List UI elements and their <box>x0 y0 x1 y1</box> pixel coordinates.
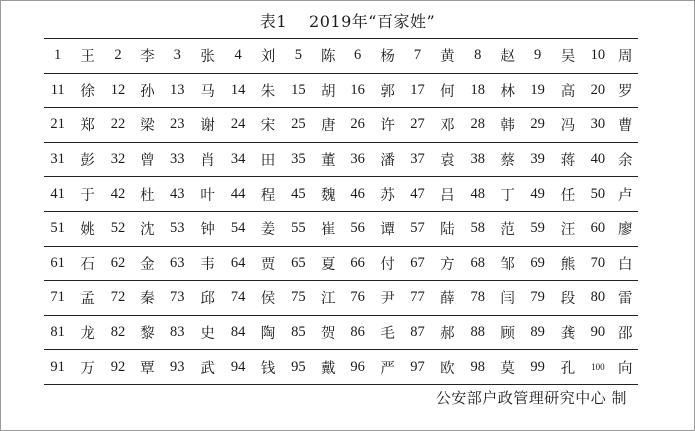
surname-cell: 雷 <box>613 281 638 316</box>
rank-number: 95 <box>283 350 313 385</box>
surname-cell: 姚 <box>71 211 103 246</box>
rank-number: 8 <box>463 39 493 74</box>
surname-cell: 万 <box>71 350 103 385</box>
surname-cell: 谢 <box>192 108 223 143</box>
rank-number: 18 <box>463 73 493 108</box>
surname-cell: 严 <box>372 350 402 385</box>
rank-number: 37 <box>403 142 432 177</box>
rank-number: 33 <box>163 142 192 177</box>
surname-cell: 姜 <box>253 211 283 246</box>
surname-cell: 蔡 <box>493 142 522 177</box>
rank-number: 34 <box>223 142 252 177</box>
rank-number: 65 <box>283 246 313 281</box>
rank-number: 43 <box>163 177 192 212</box>
surname-cell: 史 <box>192 315 223 350</box>
surname-cell: 金 <box>132 246 162 281</box>
rank-number: 41 <box>44 177 71 212</box>
rank-number: 61 <box>44 246 71 281</box>
rank-number: 70 <box>583 246 612 281</box>
rank-number: 16 <box>343 73 372 108</box>
surname-cell: 周 <box>613 39 638 74</box>
rank-number: 66 <box>343 246 372 281</box>
rank-number: 99 <box>522 350 552 385</box>
rank-number: 86 <box>343 315 372 350</box>
table-row <box>44 142 638 177</box>
table-row <box>44 39 638 74</box>
rank-number: 63 <box>163 246 192 281</box>
rank-number: 28 <box>463 108 493 143</box>
rank-number: 64 <box>223 246 252 281</box>
surname-cell: 潘 <box>372 142 402 177</box>
rank-number: 1 <box>44 39 71 74</box>
rank-number: 58 <box>463 211 493 246</box>
rank-number: 85 <box>283 315 313 350</box>
rank-number: 25 <box>283 108 313 143</box>
rank-number: 2 <box>104 39 132 74</box>
surname-cell: 贺 <box>314 315 343 350</box>
surname-cell: 宋 <box>253 108 283 143</box>
surname-cell: 董 <box>314 142 343 177</box>
rank-number: 31 <box>44 142 71 177</box>
table-row <box>44 315 638 350</box>
surname-cell: 杜 <box>132 177 162 212</box>
rank-number: 49 <box>522 177 552 212</box>
rank-number: 78 <box>463 281 493 316</box>
surname-cell: 程 <box>253 177 283 212</box>
surname-cell: 马 <box>192 73 223 108</box>
rank-number: 69 <box>522 246 552 281</box>
surname-cell: 黎 <box>132 315 162 350</box>
surname-cell: 龙 <box>71 315 103 350</box>
surname-cell: 段 <box>553 281 583 316</box>
surname-cell: 张 <box>192 39 223 74</box>
surname-cell: 杨 <box>372 39 402 74</box>
rank-number: 27 <box>403 108 432 143</box>
surname-table-body <box>44 39 638 385</box>
surname-cell: 毛 <box>372 315 402 350</box>
surname-cell: 许 <box>372 108 402 143</box>
table-label: 表1 <box>259 12 288 31</box>
surname-cell: 陶 <box>253 315 283 350</box>
surname-cell: 罗 <box>613 73 638 108</box>
source-credit: 公安部户政管理研究中心 制 <box>435 389 627 407</box>
rank-number: 17 <box>403 73 432 108</box>
rank-number: 30 <box>583 108 612 143</box>
surname-cell: 白 <box>613 246 638 281</box>
surname-cell: 侯 <box>253 281 283 316</box>
rank-number: 93 <box>163 350 192 385</box>
rank-number: 32 <box>104 142 132 177</box>
rank-number: 94 <box>223 350 252 385</box>
rank-number: 42 <box>104 177 132 212</box>
table-row <box>44 211 638 246</box>
rank-number: 89 <box>522 315 552 350</box>
surname-cell: 莫 <box>493 350 522 385</box>
rank-number: 76 <box>343 281 372 316</box>
surname-cell: 邵 <box>613 315 638 350</box>
surname-cell: 刘 <box>253 39 283 74</box>
rank-number: 92 <box>104 350 132 385</box>
surname-cell: 崔 <box>314 211 343 246</box>
rank-number: 23 <box>163 108 192 143</box>
rank-number: 13 <box>163 73 192 108</box>
rank-number: 26 <box>343 108 372 143</box>
rank-number: 74 <box>223 281 252 316</box>
rank-number: 5 <box>283 39 313 74</box>
surname-cell: 孙 <box>132 73 162 108</box>
surname-cell: 苏 <box>372 177 402 212</box>
surname-cell: 曹 <box>613 108 638 143</box>
rank-number: 12 <box>104 73 132 108</box>
surname-cell: 范 <box>493 211 522 246</box>
table-row <box>44 350 638 385</box>
rank-number: 50 <box>583 177 612 212</box>
rank-number: 100 <box>583 350 612 385</box>
rank-number: 21 <box>44 108 71 143</box>
surname-cell: 叶 <box>192 177 223 212</box>
surname-cell: 武 <box>192 350 223 385</box>
rank-number: 46 <box>343 177 372 212</box>
surname-cell: 尹 <box>372 281 402 316</box>
rank-number: 36 <box>343 142 372 177</box>
rank-number: 56 <box>343 211 372 246</box>
surname-cell: 于 <box>71 177 103 212</box>
surname-cell: 邹 <box>493 246 522 281</box>
rank-number: 7 <box>403 39 432 74</box>
surname-cell: 江 <box>314 281 343 316</box>
rank-number: 48 <box>463 177 493 212</box>
rank-number: 38 <box>463 142 493 177</box>
rank-number: 71 <box>44 281 71 316</box>
surname-cell: 夏 <box>314 246 343 281</box>
surname-cell: 郝 <box>432 315 462 350</box>
surname-cell: 方 <box>432 246 462 281</box>
surname-cell: 韦 <box>192 246 223 281</box>
surname-cell: 孟 <box>71 281 103 316</box>
rank-number: 84 <box>223 315 252 350</box>
table-row <box>44 108 638 143</box>
rank-number: 88 <box>463 315 493 350</box>
table-row <box>44 281 638 316</box>
surname-cell: 秦 <box>132 281 162 316</box>
surname-cell: 陆 <box>432 211 462 246</box>
rank-number: 44 <box>223 177 252 212</box>
surname-cell: 郭 <box>372 73 402 108</box>
surname-cell: 钟 <box>192 211 223 246</box>
rank-number: 10 <box>583 39 612 74</box>
surname-cell: 欧 <box>432 350 462 385</box>
surname-cell: 袁 <box>432 142 462 177</box>
rank-number: 80 <box>583 281 612 316</box>
surname-cell: 肖 <box>192 142 223 177</box>
rank-number: 11 <box>44 73 71 108</box>
rank-number: 82 <box>104 315 132 350</box>
surname-cell: 熊 <box>553 246 583 281</box>
surname-cell: 黄 <box>432 39 462 74</box>
surname-cell: 吴 <box>553 39 583 74</box>
rank-number: 52 <box>104 211 132 246</box>
table-row <box>44 177 638 212</box>
rank-number: 90 <box>583 315 612 350</box>
surname-cell: 顾 <box>493 315 522 350</box>
rank-number: 96 <box>343 350 372 385</box>
rank-number: 19 <box>522 73 552 108</box>
surname-cell: 田 <box>253 142 283 177</box>
surname-cell: 蒋 <box>553 142 583 177</box>
surname-cell: 林 <box>493 73 522 108</box>
rank-number: 40 <box>583 142 612 177</box>
surname-cell: 沈 <box>132 211 162 246</box>
surname-cell: 薛 <box>432 281 462 316</box>
surname-cell: 陈 <box>314 39 343 74</box>
surname-cell: 李 <box>132 39 162 74</box>
rank-number: 22 <box>104 108 132 143</box>
surname-cell: 赵 <box>493 39 522 74</box>
table-caption <box>0 9 695 32</box>
surname-table <box>44 38 638 385</box>
surname-cell: 孔 <box>553 350 583 385</box>
rank-number: 97 <box>403 350 432 385</box>
surname-cell: 任 <box>553 177 583 212</box>
surname-cell: 唐 <box>314 108 343 143</box>
rank-number: 29 <box>522 108 552 143</box>
rank-number: 6 <box>343 39 372 74</box>
rank-number: 77 <box>403 281 432 316</box>
rank-number: 51 <box>44 211 71 246</box>
rank-number: 68 <box>463 246 493 281</box>
surname-cell: 覃 <box>132 350 162 385</box>
rank-number: 79 <box>522 281 552 316</box>
surname-cell: 谭 <box>372 211 402 246</box>
rank-number: 87 <box>403 315 432 350</box>
table-row <box>44 73 638 108</box>
surname-cell: 朱 <box>253 73 283 108</box>
surname-cell: 余 <box>613 142 638 177</box>
surname-cell: 向 <box>613 350 638 385</box>
surname-cell: 王 <box>71 39 103 74</box>
rank-number: 62 <box>104 246 132 281</box>
surname-cell: 曾 <box>132 142 162 177</box>
surname-cell: 彭 <box>71 142 103 177</box>
rank-number: 75 <box>283 281 313 316</box>
rank-number: 59 <box>522 211 552 246</box>
surname-cell: 魏 <box>314 177 343 212</box>
rank-number: 15 <box>283 73 313 108</box>
rank-number: 91 <box>44 350 71 385</box>
rank-number: 83 <box>163 315 192 350</box>
rank-number: 39 <box>522 142 552 177</box>
surname-cell: 何 <box>432 73 462 108</box>
rank-number: 47 <box>403 177 432 212</box>
surname-cell: 郑 <box>71 108 103 143</box>
surname-cell: 贾 <box>253 246 283 281</box>
surname-cell: 廖 <box>613 211 638 246</box>
surname-cell: 汪 <box>553 211 583 246</box>
surname-cell: 吕 <box>432 177 462 212</box>
rank-number: 35 <box>283 142 313 177</box>
table-row <box>44 246 638 281</box>
surname-cell: 徐 <box>71 73 103 108</box>
surname-cell: 梁 <box>132 108 162 143</box>
rank-number: 54 <box>223 211 252 246</box>
rank-number: 3 <box>163 39 192 74</box>
surname-cell: 丁 <box>493 177 522 212</box>
rank-number: 45 <box>283 177 313 212</box>
surname-cell: 韩 <box>493 108 522 143</box>
surname-cell: 闫 <box>493 281 522 316</box>
surname-cell: 高 <box>553 73 583 108</box>
surname-cell: 钱 <box>253 350 283 385</box>
rank-number: 60 <box>583 211 612 246</box>
rank-number: 72 <box>104 281 132 316</box>
rank-number: 53 <box>163 211 192 246</box>
surname-cell: 冯 <box>553 108 583 143</box>
surname-cell: 龚 <box>553 315 583 350</box>
rank-number: 73 <box>163 281 192 316</box>
rank-number: 24 <box>223 108 252 143</box>
surname-cell: 卢 <box>613 177 638 212</box>
rank-number: 20 <box>583 73 612 108</box>
surname-cell: 邓 <box>432 108 462 143</box>
surname-cell: 胡 <box>314 73 343 108</box>
rank-number: 14 <box>223 73 252 108</box>
surname-cell: 石 <box>71 246 103 281</box>
surname-cell: 邱 <box>192 281 223 316</box>
rank-number: 4 <box>223 39 252 74</box>
rank-number: 81 <box>44 315 71 350</box>
rank-number: 9 <box>522 39 552 74</box>
rank-number: 98 <box>463 350 493 385</box>
surname-cell: 付 <box>372 246 402 281</box>
table-title: 2019年“百家姓” <box>309 12 436 31</box>
rank-number: 55 <box>283 211 313 246</box>
surname-cell: 戴 <box>314 350 343 385</box>
rank-number: 57 <box>403 211 432 246</box>
rank-number: 67 <box>403 246 432 281</box>
